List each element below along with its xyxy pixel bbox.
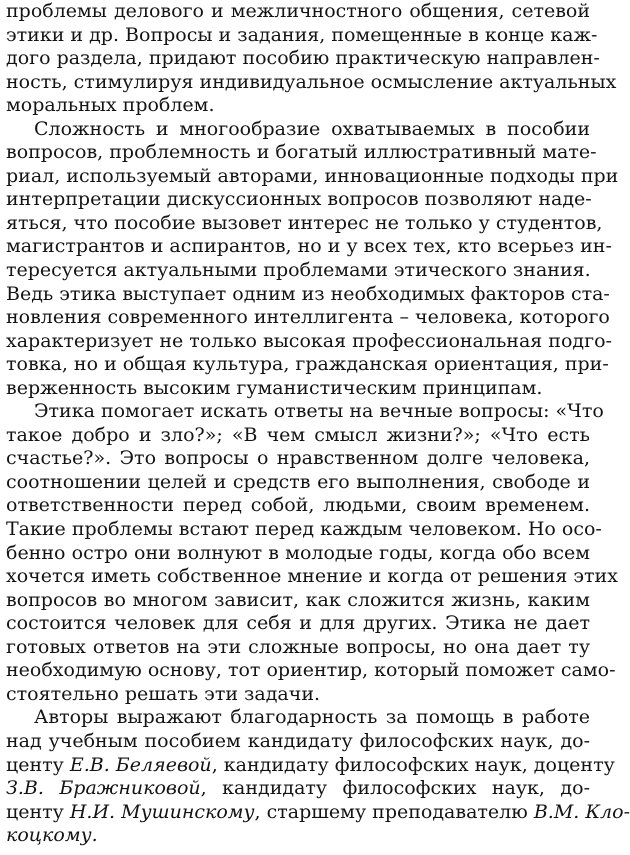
text-segment: Сложность и многообразие охватываемых в пособии — [34, 117, 590, 140]
text-segment: товка, но и общая культура, гражданская ориентация, при- — [6, 353, 609, 376]
text-line — [6, 164, 619, 189]
text-line — [6, 306, 610, 330]
text-segment: необходимую основу, тот ориентир, который поможет само- — [6, 659, 616, 682]
text-segment: этики и др. Вопросы и задания, помещенные в конце каж- — [6, 23, 598, 46]
text-line — [6, 211, 603, 236]
text-segment: характеризует не только высокая профессиональная подго- — [6, 329, 612, 352]
text-segment: состоится человек для себя и для других. Этика не дает — [6, 612, 590, 635]
text-line — [6, 259, 590, 283]
person-name: В.М. Кло- — [533, 800, 630, 823]
text-line — [6, 94, 590, 118]
text-line — [6, 0, 590, 24]
text-segment: счастье?». Это вопросы о нравственном долге человека, — [6, 447, 590, 470]
text-segment: вопросов во многом зависит, как сложится жизнь, каким — [6, 588, 590, 611]
text-segment: ответственности перед собой, людьми, своим временем. — [6, 494, 590, 517]
text-segment: новления современного интеллигента – человека, которого — [6, 306, 610, 329]
person-name: Н.И. Мушинскому — [69, 800, 255, 823]
text-segment: интерпретации дискуссионных вопросов позволяют наде- — [6, 188, 592, 211]
text-segment: яться, что пособие вызовет интерес не только у студентов, — [6, 211, 603, 234]
body-text — [6, 0, 630, 848]
text-line — [6, 753, 615, 778]
text-line — [6, 282, 610, 307]
text-segment: хочется иметь собственное мнение и когда от решения этих — [6, 565, 618, 588]
text-segment: , кандидату философских наук, доценту — [211, 753, 615, 776]
text-segment: стоятельно решать эти задачи. — [6, 682, 321, 705]
text-segment: , кандидату философских наук, до- — [200, 777, 590, 800]
text-segment: центу — [6, 753, 70, 776]
text-line — [6, 118, 590, 142]
text-line — [6, 141, 597, 165]
paragraph — [6, 400, 618, 706]
text-segment: тересуется актуальными проблемами этического знания. — [6, 259, 591, 282]
text-line — [6, 565, 618, 589]
text-segment: Авторы выражают благодарность за помощь в работе — [34, 706, 590, 729]
text-line — [6, 188, 590, 212]
text-segment: риал, используемый авторами, инновационные подходы при — [6, 164, 619, 187]
text-segment: моральных проблем. — [6, 94, 215, 117]
text-line — [6, 494, 590, 518]
text-line — [6, 800, 630, 825]
text-segment: готовых ответов на эти сложные вопросы, но она дает ту — [6, 635, 590, 658]
text-line — [6, 542, 590, 566]
text-line — [6, 47, 600, 71]
text-line — [6, 612, 590, 636]
text-line — [6, 23, 598, 48]
text-line — [6, 659, 616, 683]
paragraph — [6, 706, 630, 847]
text-line — [6, 706, 590, 730]
text-line — [6, 471, 590, 495]
person-name: коцкому. — [6, 824, 98, 847]
text-line — [6, 683, 590, 707]
text-segment: проблемы делового и межличностного общения, сетевой — [6, 0, 590, 22]
text-segment: бенно остро они волнуют в молодые годы, когда обо всем — [6, 541, 590, 564]
text-line — [6, 777, 590, 801]
person-name: З.В. Бражниковой — [6, 777, 201, 800]
text-line — [6, 636, 590, 660]
text-segment: магистрантов и аспирантов, но и у всех тех, кто всерьез ин- — [6, 235, 612, 258]
text-line — [6, 518, 602, 542]
text-segment: ность, стимулируя индивидуальное осмысление актуальных — [6, 70, 617, 93]
text-line — [6, 400, 604, 424]
text-segment: над учебным пособием кандидату философских наук, до- — [6, 729, 590, 752]
text-line — [6, 70, 617, 95]
text-segment: Такие проблемы встают перед каждым человеком. Но осо- — [6, 518, 602, 541]
text-segment: верженность высоким гуманистическим принципам. — [6, 376, 543, 399]
text-segment: , старшему преподавателю — [254, 800, 534, 823]
text-line — [6, 377, 590, 401]
text-line — [6, 730, 590, 754]
text-line — [6, 424, 590, 448]
text-segment: соотношении целей и средств его выполнения, свободе и — [6, 470, 590, 493]
text-line — [6, 447, 590, 471]
text-line — [6, 353, 609, 377]
paragraph — [6, 117, 619, 401]
text-line — [6, 824, 590, 848]
text-line — [6, 589, 590, 613]
person-name: Е.В. Беляевой — [69, 753, 212, 776]
text-segment: Этика помогает искать ответы на вечные вопросы: «Что — [34, 400, 604, 423]
paragraph — [6, 0, 617, 118]
text-segment: вопросов, проблемность и богатый иллюстративный мате- — [6, 141, 597, 164]
text-line — [6, 329, 612, 354]
text-line — [6, 235, 612, 259]
text-segment: центу — [6, 800, 70, 823]
text-segment: Ведь этика выступает одним из необходимых факторов ста- — [6, 282, 610, 305]
text-segment: дого раздела, придают пособию практическую направлен- — [6, 47, 600, 70]
text-segment: такое добро и зло?»; «В чем смысл жизни?»; «Что есть — [6, 423, 590, 446]
